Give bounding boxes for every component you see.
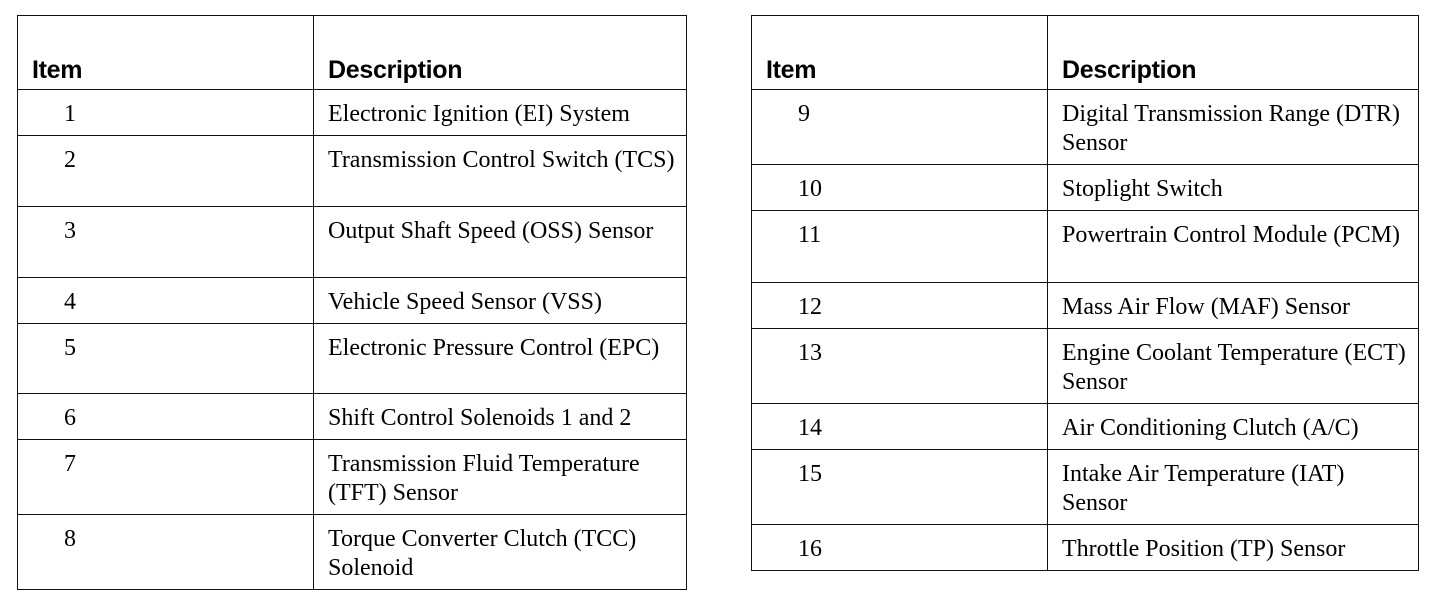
item-description: Mass Air Flow (MAF) Sensor: [1048, 283, 1419, 329]
item-number: 2: [18, 136, 314, 207]
item-number: 5: [18, 324, 314, 394]
component-table-right: [751, 15, 1419, 571]
table-row: [752, 211, 1419, 283]
item-description: Throttle Position (TP) Sensor: [1048, 525, 1419, 571]
item-column-header: Item: [752, 16, 1048, 90]
table-row: [752, 165, 1419, 211]
item-number: 15: [752, 450, 1048, 525]
item-description: Digital Transmission Range (DTR) Sensor: [1048, 90, 1419, 165]
item-number: 13: [752, 329, 1048, 404]
item-description: Shift Control Solenoids 1 and 2: [314, 394, 687, 440]
item-description: Electronic Pressure Control (EPC): [314, 324, 687, 394]
item-number: 4: [18, 278, 314, 324]
item-description: Air Conditioning Clutch (A/C): [1048, 404, 1419, 450]
item-description: Torque Converter Clutch (TCC) Solenoid: [314, 515, 687, 590]
header-row: [18, 16, 687, 90]
table-row: [18, 324, 687, 394]
item-description: Electronic Ignition (EI) System: [314, 90, 687, 136]
item-description: Vehicle Speed Sensor (VSS): [314, 278, 687, 324]
table-row: [18, 515, 687, 590]
table-row: [18, 278, 687, 324]
table-row: [752, 283, 1419, 329]
table-row: [18, 90, 687, 136]
component-table-left: [17, 15, 687, 590]
item-description: Transmission Fluid Temperature (TFT) Sensor: [314, 440, 687, 515]
item-description: Powertrain Control Module (PCM): [1048, 211, 1419, 283]
item-description: Engine Coolant Temperature (ECT) Sensor: [1048, 329, 1419, 404]
item-number: 16: [752, 525, 1048, 571]
table-row: [752, 525, 1419, 571]
item-number: 14: [752, 404, 1048, 450]
table-row: [752, 90, 1419, 165]
item-number: 8: [18, 515, 314, 590]
item-description: Output Shaft Speed (OSS) Sensor: [314, 207, 687, 278]
item-number: 6: [18, 394, 314, 440]
item-number: 9: [752, 90, 1048, 165]
description-column-header: Description: [314, 16, 687, 90]
table-row: [18, 440, 687, 515]
item-description: Transmission Control Switch (TCS): [314, 136, 687, 207]
header-row: [752, 16, 1419, 90]
table-row: [18, 136, 687, 207]
item-number: 12: [752, 283, 1048, 329]
item-column-header: Item: [18, 16, 314, 90]
table-row: [18, 394, 687, 440]
table-row: [752, 329, 1419, 404]
item-description: Intake Air Temperature (IAT) Sensor: [1048, 450, 1419, 525]
item-description: Stoplight Switch: [1048, 165, 1419, 211]
table-row: [18, 207, 687, 278]
item-number: 7: [18, 440, 314, 515]
table-row: [752, 450, 1419, 525]
item-number: 3: [18, 207, 314, 278]
item-number: 10: [752, 165, 1048, 211]
item-number: 1: [18, 90, 314, 136]
description-column-header: Description: [1048, 16, 1419, 90]
table-row: [752, 404, 1419, 450]
item-number: 11: [752, 211, 1048, 283]
